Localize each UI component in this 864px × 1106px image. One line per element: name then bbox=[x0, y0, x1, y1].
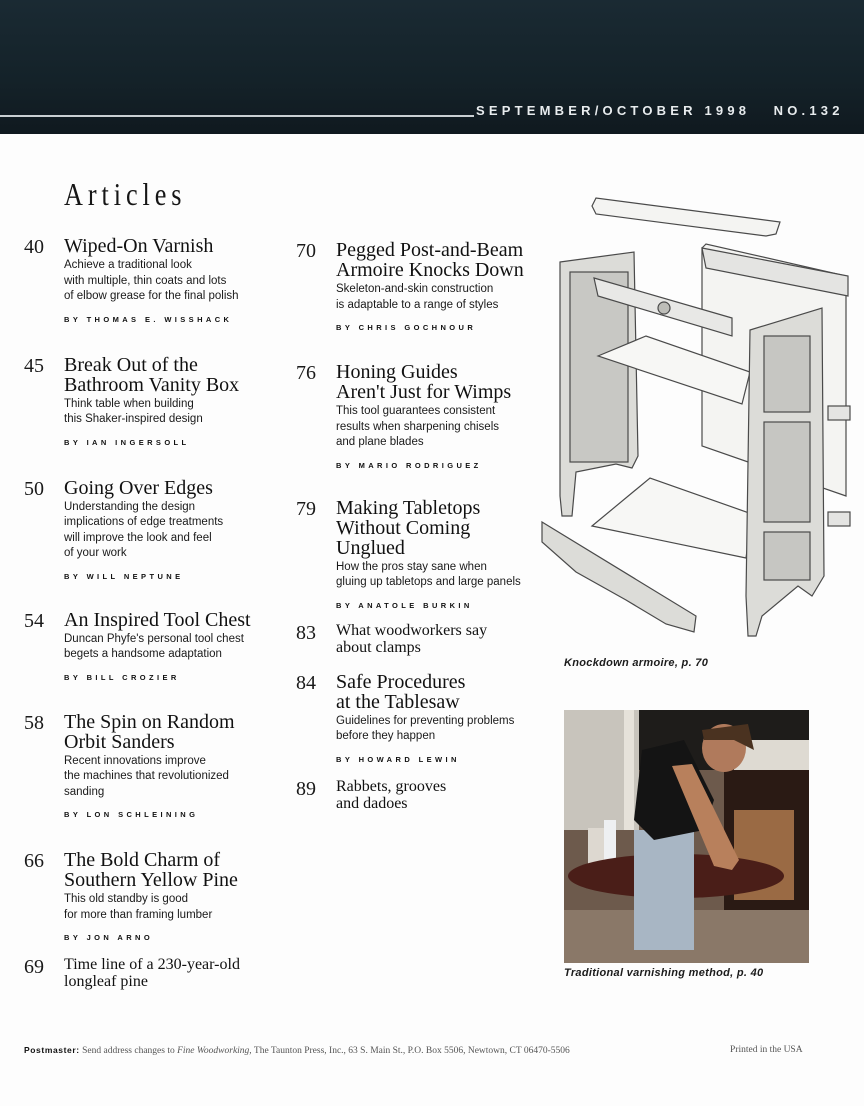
article-title: The Spin on Random Orbit Sanders bbox=[64, 710, 235, 753]
department-title: What woodworkers say about clamps bbox=[336, 621, 488, 656]
article-entry[interactable] bbox=[24, 355, 294, 447]
page-number: 50 bbox=[24, 477, 44, 500]
postmaster-text: Send address changes to bbox=[79, 1046, 178, 1056]
issue-date-number: SEPTEMBER/OCTOBER 1998 NO.132 bbox=[476, 103, 844, 118]
page-number: 69 bbox=[24, 956, 44, 978]
middle-article-column bbox=[296, 240, 546, 812]
article-title: Making Tabletops Without Coming Unglued bbox=[336, 496, 481, 559]
article-description: How the pros stay sane when gluing up tabletops and large panels bbox=[336, 560, 521, 588]
department-entry[interactable] bbox=[296, 622, 546, 656]
article-description: Understanding the design implications of edge treatments will improve the look and feel of your work bbox=[64, 500, 224, 559]
publisher-address: The Taunton Press, Inc., 63 S. Main St., P.O. Box 5506, Newtown, CT 06470-5506 bbox=[251, 1046, 570, 1056]
page-number: 83 bbox=[296, 621, 316, 644]
postmaster-label: Postmaster: bbox=[24, 1045, 80, 1055]
article-author: BY MARIO RODRIGUEZ bbox=[336, 460, 482, 470]
article-author: BY HOWARD LEWIN bbox=[336, 754, 460, 764]
article-entry[interactable] bbox=[296, 498, 546, 610]
department-title: Time line of a 230-year-old longleaf pine bbox=[64, 956, 240, 990]
printed-in-notice: Printed in the USA bbox=[730, 1045, 803, 1055]
article-description: Think table when building this Shaker-inspired design bbox=[64, 397, 203, 425]
department-entry[interactable] bbox=[296, 778, 546, 812]
article-title: Going Over Edges bbox=[64, 476, 213, 499]
article-entry[interactable] bbox=[24, 610, 294, 682]
article-description: This old standby is good for more than framing lumber bbox=[64, 893, 213, 921]
varnishing-photo bbox=[564, 710, 809, 963]
page-number: 76 bbox=[296, 362, 316, 384]
article-entry[interactable] bbox=[24, 236, 294, 324]
article-description: Duncan Phyfe's personal tool chest begets a handsome adaptation bbox=[64, 632, 244, 660]
article-title: Honing Guides Aren't Just for Wimps bbox=[336, 361, 512, 403]
page-number: 79 bbox=[296, 497, 316, 520]
article-author: BY LON SCHLEINING bbox=[64, 810, 199, 819]
article-entry[interactable] bbox=[24, 478, 294, 581]
page-number: 40 bbox=[24, 236, 44, 258]
page-number: 89 bbox=[296, 777, 316, 800]
page-number: 70 bbox=[296, 240, 316, 262]
department-entry[interactable] bbox=[24, 956, 294, 990]
page-number: 84 bbox=[296, 671, 316, 694]
article-author: BY WILL NEPTUNE bbox=[64, 571, 184, 581]
page-number: 45 bbox=[24, 354, 44, 377]
article-title: Break Out of the Bathroom Vanity Box bbox=[64, 353, 240, 396]
article-title: Wiped-On Varnish bbox=[64, 235, 214, 257]
article-entry[interactable] bbox=[24, 712, 294, 820]
article-title: The Bold Charm of Southern Yellow Pine bbox=[64, 849, 238, 891]
article-author: BY IAN INGERSOLL bbox=[64, 437, 190, 447]
article-description: Skeleton-and-skin construction is adaptable to a range of styles bbox=[336, 283, 499, 311]
left-article-column bbox=[24, 236, 294, 990]
page-number: 66 bbox=[24, 850, 44, 872]
article-entry[interactable] bbox=[296, 362, 546, 470]
photo-caption: Traditional varnishing method, p. 40 bbox=[564, 967, 764, 979]
section-title: Articles bbox=[64, 176, 187, 212]
article-description: Recent innovations improve the machines that revolutionized sanding bbox=[64, 754, 229, 798]
illustration-caption: Knockdown armoire, p. 70 bbox=[564, 657, 709, 669]
masthead-band bbox=[0, 0, 864, 134]
article-author: BY THOMAS E. WISSHACK bbox=[64, 314, 233, 324]
article-title: Pegged Post-and-Beam Armoire Knocks Down bbox=[336, 239, 524, 281]
article-author: BY ANATOLE BURKIN bbox=[336, 600, 473, 610]
article-author: BY CHRIS GOCHNOUR bbox=[336, 323, 477, 332]
article-entry[interactable] bbox=[24, 850, 294, 942]
publication-name: Fine Woodworking, bbox=[177, 1046, 252, 1056]
department-title: Rabbets, grooves and dadoes bbox=[336, 777, 447, 812]
article-description: This tool guarantees consistent results when sharpening chisels and plane blades bbox=[336, 405, 500, 448]
article-author: BY JON ARNO bbox=[64, 933, 154, 942]
article-author: BY BILL CROZIER bbox=[64, 672, 180, 682]
page-number: 54 bbox=[24, 609, 44, 632]
article-description: Achieve a traditional look with multiple, thin coats and lots of elbow grease for the final polish bbox=[64, 259, 239, 302]
postmaster-notice bbox=[24, 1045, 570, 1056]
armoire-illustration bbox=[536, 196, 854, 640]
article-entry[interactable] bbox=[296, 672, 546, 764]
article-description: Guidelines for preventing problems before they happen bbox=[336, 714, 515, 742]
article-title: Safe Procedures at the Tablesaw bbox=[336, 670, 466, 713]
article-entry[interactable] bbox=[296, 240, 546, 332]
page-number: 58 bbox=[24, 711, 44, 734]
header-rule bbox=[0, 115, 474, 117]
article-title: An Inspired Tool Chest bbox=[64, 608, 251, 631]
